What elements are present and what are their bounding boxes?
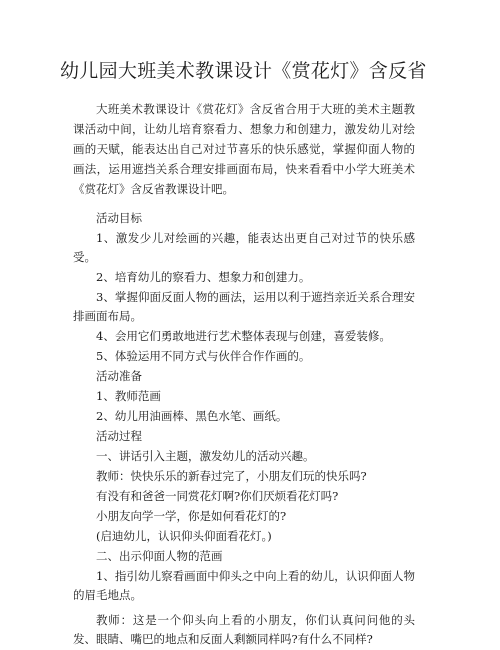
list-item: 5、体验运用不同方式与伙伴合作作画的。	[96, 349, 311, 363]
section-heading: 活动过程	[96, 429, 142, 443]
list-item: 2、培育幼儿的察看力、想象力和创建力。	[96, 270, 311, 284]
list-item: 3、掌握仰面反面人物的画法，运用以利于遮挡亲近关系合理安排画面布局。	[73, 290, 415, 323]
section-heading: 活动准备	[96, 369, 142, 383]
section-heading: 活动目标	[96, 211, 142, 225]
list-item: 2、幼儿用油画棒、黑色水笔、画纸。	[96, 409, 288, 423]
list-item: 4、会用它们勇敢地进行艺术整体表现与创建，喜爱装修。	[96, 329, 391, 343]
note-line: (启迪幼儿，认识仰头仰面看花灯。)	[96, 529, 272, 543]
list-item: 1、指引幼儿察看画面中仰头之中向上看的幼儿，认识仰面人物的眉毛地点。	[73, 569, 415, 602]
intro-paragraph: 大班美术教课设计《赏花灯》含反省合用于大班的美术主题教课活动中间，让幼儿培育察看力、想象力和创建力，激发幼儿对绘画的天赋，能表达出自己对过节喜乐的快乐感觉，掌握仰面人物的画法，运用遮挡关系合理安排画面布局，快来看看中小学大班美术《赏花灯》含反省教课设计吧。	[73, 102, 415, 196]
step-heading: 一、讲话引入主题，激发幼儿的活动兴趣。	[96, 449, 315, 463]
dialogue-line: 教师：快快乐乐的新春过完了，小朋友们玩的快乐吗?	[96, 469, 367, 483]
step-heading: 二、出示仰面人物的范画	[96, 549, 223, 563]
dialogue-line: 教师：这是一个仰头向上看的小朋友，你们认真问问他的头发、眼睛、嘴巴的地点和反面人剩额同样吗?有什么不同样?	[73, 613, 415, 646]
list-item: 1、教师范画	[96, 389, 161, 403]
dialogue-line: 小朋友向学一学，你是如何看花灯的?	[96, 509, 287, 523]
document-body	[73, 209, 415, 650]
document-title: 幼儿园大班美术教课设计《赏花灯》含反省	[60, 60, 427, 82]
dialogue-line: 有没有和爸爸一同赏花灯啊?你们厌烦看花灯吗?	[96, 489, 339, 503]
list-item: 1、激发少儿对绘画的兴趣，能表达出更自己对过节的快乐感受。	[73, 231, 415, 264]
